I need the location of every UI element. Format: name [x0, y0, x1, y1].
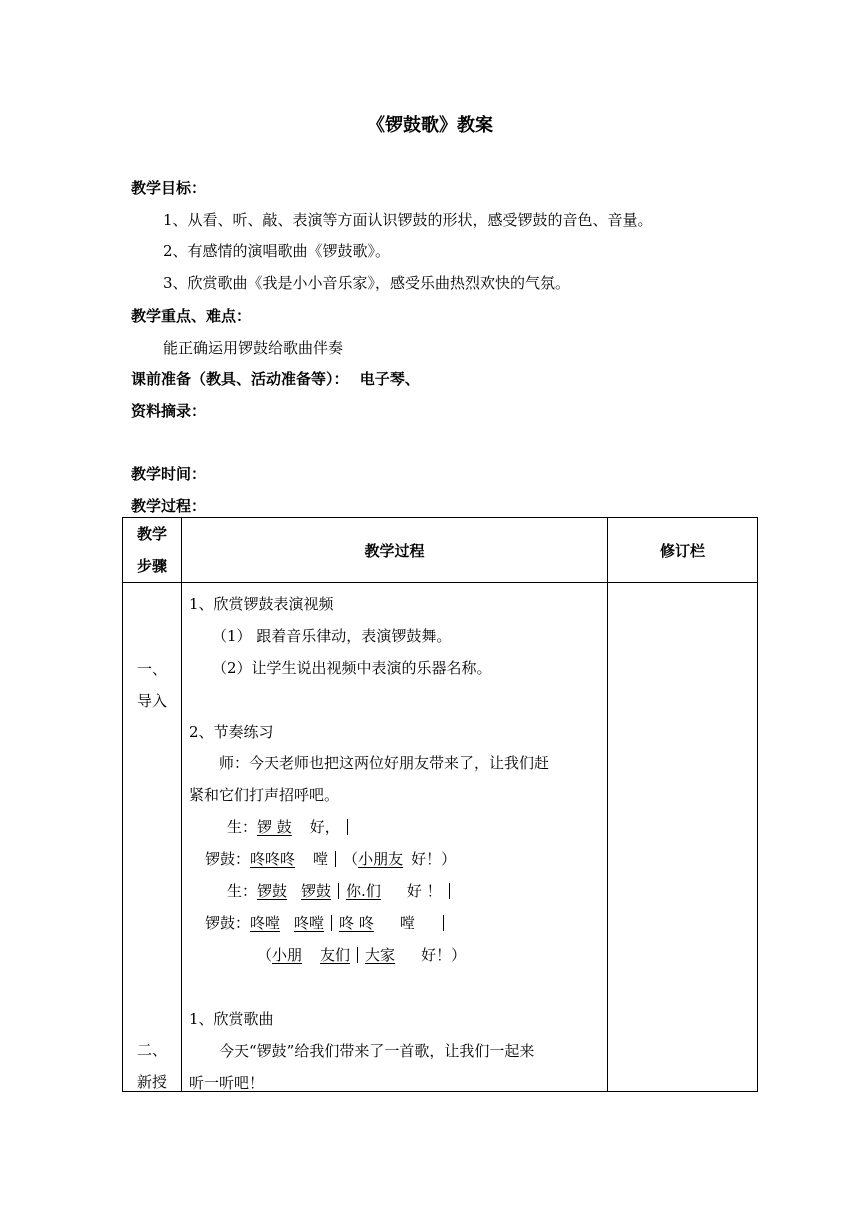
rhythm-word: 友们: [320, 946, 351, 964]
process-cell: [182, 583, 608, 1092]
rhythm-row: [227, 816, 355, 837]
speaker: 锣鼓：: [205, 914, 251, 932]
revision-cell: [608, 583, 758, 1092]
step-label: 一、: [136, 660, 167, 678]
rhythm-word: （: [257, 946, 273, 964]
time-heading: 教学时间：: [131, 465, 207, 483]
step-label: 导入: [136, 692, 167, 710]
bar-line: [331, 915, 332, 931]
lesson-table: [122, 517, 758, 1092]
rhythm-word: 好！）: [421, 946, 467, 964]
header-step-line: 步骤: [136, 557, 167, 575]
objective-item: 1、从看、听、敲、表演等方面认识锣鼓的形状，感受锣鼓的音色、音量。: [163, 211, 653, 229]
rhythm-word: 咚嘡: [294, 914, 325, 932]
rhythm-word: 咚咚咚: [250, 850, 296, 868]
bar-line: [335, 851, 336, 867]
header-process: 教学过程: [182, 518, 608, 583]
rhythm-word: 咚 咚: [339, 914, 374, 932]
speaker: 生：: [227, 882, 258, 900]
bar-line: [443, 915, 444, 931]
process-line: （2）让学生说出视频中表演的乐器名称。: [212, 659, 492, 677]
process-line: 1、欣赏歌曲: [189, 1010, 274, 1028]
rhythm-word: 小朋: [272, 946, 303, 964]
process-line: 听一听吧！: [189, 1074, 265, 1092]
prep-heading: 课前准备（教具、活动准备等）：: [131, 370, 349, 388]
rhythm-word: 锣鼓: [257, 882, 288, 900]
rhythm-row: [205, 912, 451, 933]
objectives-heading: 教学目标：: [131, 179, 207, 197]
rhythm-word: 嘡: [313, 850, 329, 868]
objective-item: 2、有感情的演唱歌曲《锣鼓歌》。: [163, 242, 391, 260]
rhythm-row: [205, 848, 456, 869]
bar-line: [449, 883, 450, 899]
rhythm-word: 好 ！: [406, 882, 442, 900]
rhythm-word: 大家: [365, 946, 396, 964]
bar-line: [357, 947, 358, 963]
rhythm-row: [257, 944, 466, 965]
rhythm-word: 咚嘡: [250, 914, 281, 932]
rhythm-word: 好，: [309, 818, 340, 836]
table-row: [123, 583, 758, 1092]
process-line: （1） 跟着音乐律动，表演锣鼓舞。: [212, 627, 452, 645]
rhythm-word: 你.们: [346, 882, 381, 900]
rhythm-word: （: [343, 850, 359, 868]
rhythm-row: [227, 880, 457, 901]
prep-line: [131, 368, 420, 389]
speaker: 生：: [227, 818, 258, 836]
process-heading: 教学过程：: [131, 497, 207, 515]
process-line: 紧和它们打声招呼吧。: [189, 786, 340, 804]
bar-line: [338, 883, 339, 899]
materials-heading: 资料摘录：: [131, 402, 207, 420]
process-line: 师：今天老师也把这两位好朋友带来了，让我们赶: [219, 754, 550, 772]
objective-item: 3、欣赏歌曲《我是小小音乐家》，感受乐曲热烈欢快的气氛。: [163, 274, 571, 292]
bar-line: [347, 819, 348, 835]
step-cell: [123, 583, 182, 1092]
rhythm-word: 好！）: [411, 850, 457, 868]
key-points-heading: 教学重点、难点：: [131, 307, 252, 325]
speaker: 锣鼓：: [205, 850, 251, 868]
document-title: 《锣鼓歌》教案: [367, 115, 493, 136]
step-label: 二、: [136, 1041, 167, 1059]
prep-value: 电子琴、: [359, 370, 420, 388]
rhythm-word: 小朋友: [358, 850, 404, 868]
header-step-line: 教学: [136, 525, 167, 543]
table-header-row: [123, 518, 758, 583]
process-line: 1、欣赏锣鼓表演视频: [189, 595, 334, 613]
process-line: 今天“锣鼓”给我们带来了一首歌，让我们一起来: [219, 1042, 535, 1060]
rhythm-word: 锣鼓: [301, 882, 332, 900]
process-line: 2、节奏练习: [189, 723, 274, 741]
header-step: [123, 518, 182, 583]
header-revision: 修订栏: [608, 518, 758, 583]
rhythm-word: 嘡: [399, 914, 415, 932]
key-points-text: 能正确运用锣鼓给歌曲伴奏: [163, 339, 344, 357]
rhythm-word: 锣 鼓: [257, 818, 292, 836]
step-label: 新授: [136, 1073, 167, 1091]
